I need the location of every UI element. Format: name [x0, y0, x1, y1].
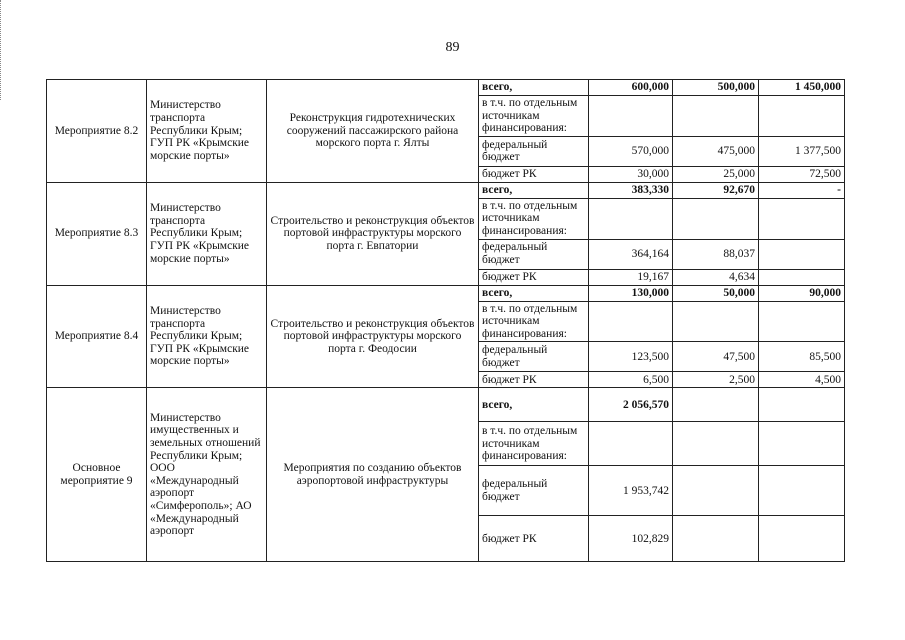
event-label: Мероприятие 8.4 [47, 285, 147, 388]
source-total: всего, [479, 182, 589, 198]
value-total-3: 90,000 [759, 285, 845, 301]
value-total-1: 2 056,570 [589, 388, 673, 422]
source-incl: в т.ч. по отдельным источникам финансирования: [479, 96, 589, 137]
source-rk: бюджет РК [479, 269, 589, 285]
value-federal-1: 123,500 [589, 342, 673, 372]
value-empty [759, 422, 845, 466]
value-empty [673, 422, 759, 466]
event-label: Основное мероприятие 9 [47, 388, 147, 562]
value-total-2: 500,000 [673, 80, 759, 96]
value-rk-1: 19,167 [589, 269, 673, 285]
value-rk-1: 102,829 [589, 516, 673, 562]
value-federal-3: 1 377,500 [759, 136, 845, 166]
value-federal-1: 364,164 [589, 239, 673, 269]
value-total-1: 130,000 [589, 285, 673, 301]
value-rk-2: 2,500 [673, 372, 759, 388]
value-total-2: 92,670 [673, 182, 759, 198]
value-empty [673, 301, 759, 342]
value-empty [759, 198, 845, 239]
table-row [47, 80, 845, 96]
value-total-2: 50,000 [673, 285, 759, 301]
source-total: всего, [479, 80, 589, 96]
value-total-3: - [759, 182, 845, 198]
value-federal-3: 85,500 [759, 342, 845, 372]
value-empty [589, 96, 673, 137]
value-rk-3: 72,500 [759, 166, 845, 182]
value-federal-2 [673, 466, 759, 516]
event-label: Мероприятие 8.3 [47, 182, 147, 285]
value-federal-1: 570,000 [589, 136, 673, 166]
value-rk-1: 6,500 [589, 372, 673, 388]
value-federal-2: 475,000 [673, 136, 759, 166]
value-federal-1: 1 953,742 [589, 466, 673, 516]
value-rk-2 [673, 516, 759, 562]
source-federal: федеральный бюджет [479, 239, 589, 269]
source-rk: бюджет РК [479, 516, 589, 562]
executor-cell: Министерство имущественных и земельных отношений Республики Крым; ООО «Международный аэропорт «Симферополь»; АО «Международный аэропорт [147, 388, 267, 562]
value-federal-2: 47,500 [673, 342, 759, 372]
table-row [47, 182, 845, 198]
source-incl: в т.ч. по отдельным источникам финансирования: [479, 301, 589, 342]
value-total-2 [673, 388, 759, 422]
source-rk: бюджет РК [479, 166, 589, 182]
value-empty [673, 96, 759, 137]
event-name: Реконструкция гидротехнических сооружений пассажирского района морского порта г. Ялты [267, 80, 479, 183]
value-federal-3 [759, 466, 845, 516]
value-rk-1: 30,000 [589, 166, 673, 182]
value-rk-3 [759, 269, 845, 285]
value-empty [673, 198, 759, 239]
page-number: 89 [445, 40, 460, 55]
executor-cell: Министерство транспорта Республики Крым; ГУП РК «Крымские морские порты» [147, 285, 267, 388]
source-total: всего, [479, 388, 589, 422]
source-federal: федеральный бюджет [479, 342, 589, 372]
source-incl: в т.ч. по отдельным источникам финансирования: [479, 198, 589, 239]
source-rk: бюджет РК [479, 372, 589, 388]
executor-cell: Министерство транспорта Республики Крым; ГУП РК «Крымские морские порты» [147, 80, 267, 183]
value-total-1: 600,000 [589, 80, 673, 96]
source-incl: в т.ч. по отдельным источникам финансирования: [479, 422, 589, 466]
value-empty [759, 301, 845, 342]
value-federal-2: 88,037 [673, 239, 759, 269]
event-label: Мероприятие 8.2 [47, 80, 147, 183]
value-empty [589, 422, 673, 466]
value-empty [589, 301, 673, 342]
value-empty [589, 198, 673, 239]
event-name: Строительство и реконструкция объектов портовой инфраструктуры морского порта г. Феодосии [267, 285, 479, 388]
table-row [47, 285, 845, 301]
source-federal: федеральный бюджет [479, 136, 589, 166]
source-federal: федеральный бюджет [479, 466, 589, 516]
event-name: Строительство и реконструкция объектов портовой инфраструктуры морского порта г. Евпатории [267, 182, 479, 285]
event-name: Мероприятия по созданию объектов аэропортовой инфраструктуры [267, 388, 479, 562]
value-total-3 [759, 388, 845, 422]
value-federal-3 [759, 239, 845, 269]
value-total-3: 1 450,000 [759, 80, 845, 96]
value-rk-3: 4,500 [759, 372, 845, 388]
financing-table [46, 79, 845, 562]
executor-cell: Министерство транспорта Республики Крым; ГУП РК «Крымские морские порты» [147, 182, 267, 285]
value-empty [759, 96, 845, 137]
value-rk-3 [759, 516, 845, 562]
source-total: всего, [479, 285, 589, 301]
value-rk-2: 25,000 [673, 166, 759, 182]
value-rk-2: 4,634 [673, 269, 759, 285]
table-row [47, 388, 845, 422]
value-total-1: 383,330 [589, 182, 673, 198]
